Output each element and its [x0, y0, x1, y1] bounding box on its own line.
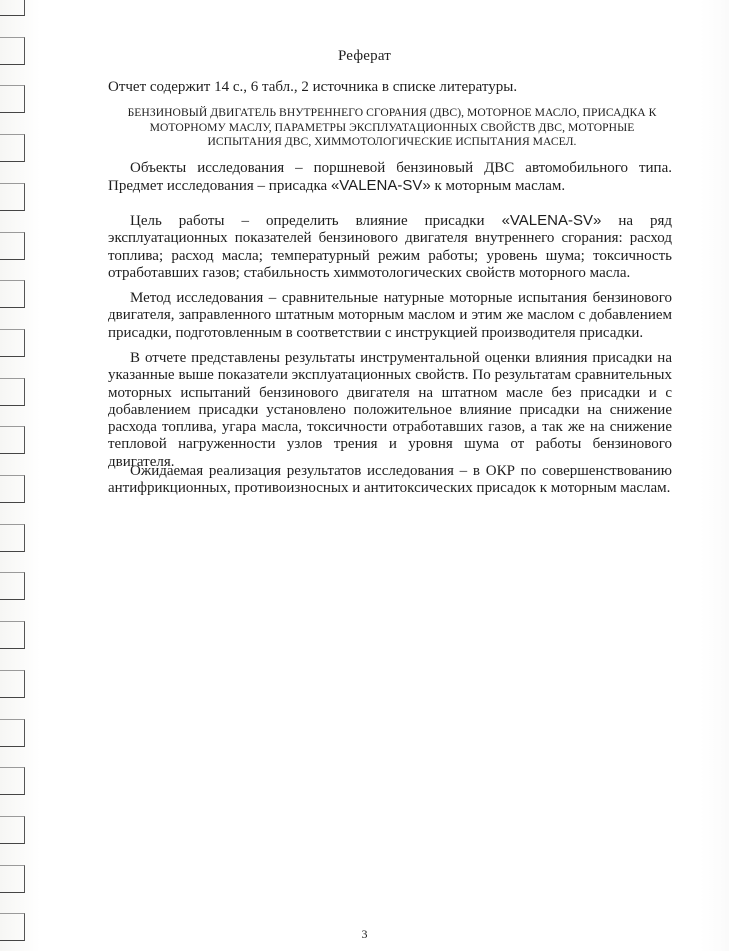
paragraph-results: В отчете представлены результаты инструментальной оценки влияния присадки на указанные выше показатели эксплуатационных свойств. По результатам сравнительных моторных испытаний бензинового двигателя на штатном масле без присадки и с добавлением присадки установлено положительное влияние присадки на снижение расхода топлива, угара масла, токсичности отработавших газов, а так же на снижение тепловой нагруженности узлов трения и уровня шума от работы бензинового двигателя. [108, 350, 672, 470]
binding-hole [0, 767, 25, 795]
binding-hole [0, 0, 25, 16]
paragraph-implementation: Ожидаемая реализация результатов исследования – в ОКР по совершенствованию антифрикционных, противоизносных и антитоксических присадок к моторным маслам. [108, 463, 672, 497]
binding-hole [0, 85, 25, 113]
report-summary: Отчет содержит 14 с., 6 табл., 2 источника в списке литературы. [108, 79, 518, 95]
paragraph-objects [108, 160, 672, 196]
binding-hole [0, 719, 25, 747]
brand-name: «VALENA-SV» [330, 177, 431, 195]
binding-hole [0, 670, 25, 698]
binding-hole [0, 280, 25, 308]
binding-hole [0, 426, 25, 454]
binding-hole [0, 475, 25, 503]
binding-hole [0, 183, 25, 211]
keywords-block: БЕНЗИНОВЫЙ ДВИГАТЕЛЬ ВНУТРЕННЕГО СГОРАНИЯ (ДВС), МОТОРНОЕ МАСЛО, ПРИСАДКА К МОТОРНОМУ МАСЛУ, ПАРАМЕТРЫ ЭКСПЛУАТАЦИОННЫХ СВОЙСТВ ДВС, МОТОРНЫЕ ИСПЫТАНИЯ ДВС, ХИММОТОЛОГИЧЕСКИЕ ИСПЫТАНИЯ МАСЕЛ. [127, 106, 657, 148]
objects-text-end: к моторным маслам. [430, 178, 566, 195]
brand-name: «VALENA-SV» [501, 212, 602, 229]
page-title: Реферат [337, 48, 392, 64]
binding-hole [0, 572, 25, 600]
page-number: 3 [361, 927, 368, 941]
binding-hole [0, 378, 25, 406]
binding-hole [0, 232, 25, 260]
goal-text-start: Цель работы – определить влияние присадки [130, 213, 502, 229]
paragraph-goal [108, 212, 672, 282]
binding-hole [0, 865, 25, 893]
paragraph-method: Метод исследования – сравнительные натурные моторные испытания бензинового двигателя, заправленного штатным моторным маслом и этим же маслом с добавлением присадки, подготовленным в соответствии с инструкцией производителя присадки. [108, 290, 672, 341]
binding-hole [0, 134, 25, 162]
goal-text-end: на ряд эксплуатационных показателей бензинового двигателя внутреннего сгорания: расход топлива; расход масла; температурный режим работы; уровень шума; токсичность отработавших газов; стабильность химмотологических свойств моторного масла. [108, 213, 672, 281]
spiral-binding [0, 0, 30, 951]
binding-hole [0, 816, 25, 844]
binding-hole [0, 621, 25, 649]
binding-hole [0, 329, 25, 357]
binding-hole [0, 524, 25, 552]
objects-text-start: Объекты исследования – поршневой бензиновый ДВС автомобильного типа. Предмет исследования – присадка [108, 160, 672, 195]
